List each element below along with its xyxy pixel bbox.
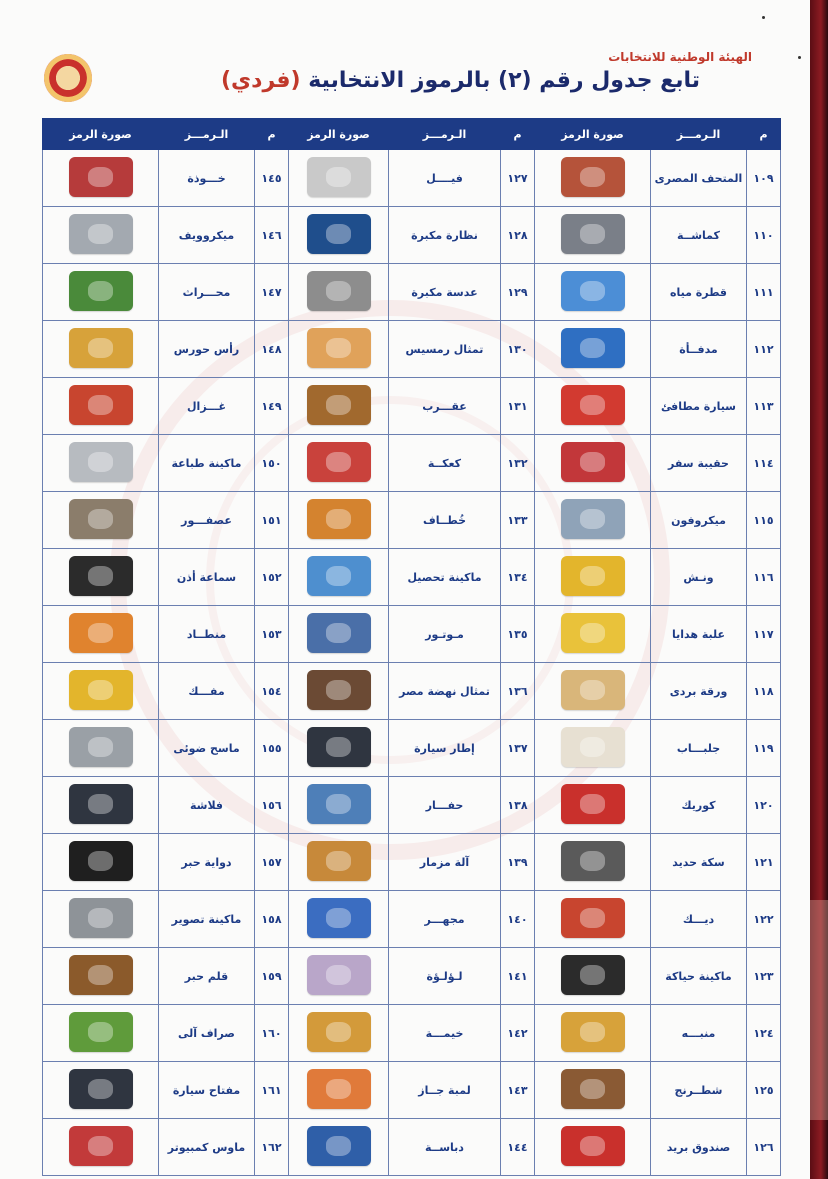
symbol-number: ١٦١ <box>255 1062 289 1119</box>
symbol-name: مدفــأة <box>651 321 747 378</box>
symbol-image-cell <box>535 606 651 663</box>
symbol-image-cell <box>535 891 651 948</box>
symbol-number: ١٦٠ <box>255 1005 289 1062</box>
symbol-name: كعكــة <box>389 435 501 492</box>
symbol-image-cell <box>535 1005 651 1062</box>
symbol-number: ١٤٦ <box>255 207 289 264</box>
symbols-table <box>42 118 781 1176</box>
deer-icon <box>69 385 133 425</box>
crane-truck-icon <box>561 556 625 596</box>
symbol-number: ١١٠ <box>747 207 781 264</box>
symbol-image-cell <box>43 606 159 663</box>
symbol-number: ١١٣ <box>747 378 781 435</box>
symbol-image-cell <box>43 948 159 1005</box>
symbol-image-cell <box>289 378 389 435</box>
table-row <box>43 549 781 606</box>
symbol-image-cell <box>43 720 159 777</box>
col-header-num: م <box>501 119 535 150</box>
symbol-name: جلبـــاب <box>651 720 747 777</box>
symbol-number: ١٤٤ <box>501 1119 535 1176</box>
symbol-number: ١٥٥ <box>255 720 289 777</box>
symbol-image-cell <box>43 264 159 321</box>
symbol-name: قطرة مياه <box>651 264 747 321</box>
symbol-name: ديـــك <box>651 891 747 948</box>
symbol-name: حقيبة سفر <box>651 435 747 492</box>
symbol-image-cell <box>43 834 159 891</box>
symbol-image-cell <box>535 1119 651 1176</box>
symbol-name: سيارة مطافئ <box>651 378 747 435</box>
table-row <box>43 663 781 720</box>
symbol-image-cell <box>43 1062 159 1119</box>
motor-icon <box>307 613 371 653</box>
symbol-number: ١٤٠ <box>501 891 535 948</box>
table-row <box>43 378 781 435</box>
symbol-image-cell <box>43 1119 159 1176</box>
table-row <box>43 948 781 1005</box>
symbol-image-cell <box>289 777 389 834</box>
symbol-number: ١٥٦ <box>255 777 289 834</box>
table-row <box>43 606 781 663</box>
symbol-number: ١٥٩ <box>255 948 289 1005</box>
hot-air-balloon-icon <box>69 613 133 653</box>
symbol-name: عدسة مكبرة <box>389 264 501 321</box>
symbol-image-cell <box>43 207 159 264</box>
symbol-number: ١٥١ <box>255 492 289 549</box>
title-text: تابع جدول رقم (٢) بالرموز الانتخابية <box>300 68 700 93</box>
symbol-name: المتحف المصرى <box>651 150 747 207</box>
horus-head-icon <box>69 328 133 368</box>
symbol-image-cell <box>535 720 651 777</box>
symbol-name: خـــوذة <box>159 150 255 207</box>
symbol-image-cell <box>289 663 389 720</box>
symbol-image-cell <box>535 1062 651 1119</box>
symbol-name: تمثال نهضة مصر <box>389 663 501 720</box>
symbol-name: آلة مزمار <box>389 834 501 891</box>
symbol-image-cell <box>289 435 389 492</box>
water-drop-icon <box>561 271 625 311</box>
scorpion-icon <box>307 385 371 425</box>
symbol-image-cell <box>43 150 159 207</box>
symbol-name: ميكروويف <box>159 207 255 264</box>
symbol-image-cell <box>535 378 651 435</box>
symbol-image-cell <box>289 948 389 1005</box>
symbol-number: ١٥٤ <box>255 663 289 720</box>
symbol-name: مفـــك <box>159 663 255 720</box>
pliers-icon <box>561 214 625 254</box>
symbol-name: ماوس كمبيوتر <box>159 1119 255 1176</box>
symbol-image-cell <box>43 492 159 549</box>
symbol-image-cell <box>289 1062 389 1119</box>
symbol-name: محـــراث <box>159 264 255 321</box>
symbol-image-cell <box>535 207 651 264</box>
symbol-number: ١٣٤ <box>501 549 535 606</box>
symbol-number: ١٥٧ <box>255 834 289 891</box>
screwdriver-icon <box>69 670 133 710</box>
table-row <box>43 150 781 207</box>
hook-icon <box>307 499 371 539</box>
symbol-name: قلم حبر <box>159 948 255 1005</box>
atm-icon <box>69 1012 133 1052</box>
microscope-icon <box>307 898 371 938</box>
symbol-image-cell <box>535 663 651 720</box>
gift-box-icon <box>561 613 625 653</box>
symbol-number: ١١٤ <box>747 435 781 492</box>
elephant-icon <box>307 157 371 197</box>
symbol-image-cell <box>535 834 651 891</box>
symbol-number: ١٤٥ <box>255 150 289 207</box>
symbol-name: دواية حبر <box>159 834 255 891</box>
pearl-shell-icon <box>307 955 371 995</box>
table-row <box>43 492 781 549</box>
col-header-num: م <box>255 119 289 150</box>
railway-icon <box>561 841 625 881</box>
table-body <box>43 150 781 1176</box>
symbol-number: ١٤٧ <box>255 264 289 321</box>
symbol-name: مجهـــر <box>389 891 501 948</box>
side-border-stripe <box>810 900 828 1120</box>
symbol-name: شطــرنج <box>651 1062 747 1119</box>
symbol-name: خُطــاف <box>389 492 501 549</box>
symbol-number: ١١٦ <box>747 549 781 606</box>
symbol-name: لمبة جــاز <box>389 1062 501 1119</box>
symbol-number: ١٣٣ <box>501 492 535 549</box>
tire-icon <box>307 727 371 767</box>
car-jack-icon <box>561 784 625 824</box>
flute-icon <box>307 841 371 881</box>
heater-icon <box>561 328 625 368</box>
symbol-name: ورقة بردى <box>651 663 747 720</box>
symbol-number: ١٣١ <box>501 378 535 435</box>
title-highlight: (فردي) <box>220 68 301 93</box>
symbol-name: غـــزال <box>159 378 255 435</box>
cake-icon <box>307 442 371 482</box>
sewing-machine-icon <box>561 955 625 995</box>
election-authority-logo <box>44 54 92 102</box>
symbol-image-cell <box>289 1005 389 1062</box>
car-key-icon <box>69 1069 133 1109</box>
symbol-number: ١٣٠ <box>501 321 535 378</box>
symbol-number: ١٦٢ <box>255 1119 289 1176</box>
alarm-clock-icon <box>561 1012 625 1052</box>
symbol-number: ١٣٥ <box>501 606 535 663</box>
statue-icon <box>307 670 371 710</box>
table-row <box>43 264 781 321</box>
col-header-name: الـرمـــز <box>389 119 501 150</box>
symbol-number: ١٢٤ <box>747 1005 781 1062</box>
symbol-image-cell <box>289 150 389 207</box>
symbol-name: تمثال رمسيس <box>389 321 501 378</box>
symbol-image-cell <box>43 378 159 435</box>
symbol-number: ١٤٨ <box>255 321 289 378</box>
symbol-image-cell <box>289 834 389 891</box>
col-header-num: م <box>747 119 781 150</box>
organization-name: الهيئة الوطنية للانتخابات <box>608 50 752 64</box>
symbol-name: نظارة مكبرة <box>389 207 501 264</box>
symbol-image-cell <box>289 606 389 663</box>
microwave-icon <box>69 214 133 254</box>
symbol-name: منطــاد <box>159 606 255 663</box>
col-header-image: صورة الرمز <box>43 119 159 150</box>
symbol-number: ١١٥ <box>747 492 781 549</box>
table-row <box>43 720 781 777</box>
symbol-number: ١٣٨ <box>501 777 535 834</box>
symbol-name: عقـــرب <box>389 378 501 435</box>
symbol-name: فلاشة <box>159 777 255 834</box>
table-row <box>43 321 781 378</box>
symbol-name: فيــــل <box>389 150 501 207</box>
oil-lamp-icon <box>307 1069 371 1109</box>
page-title <box>221 68 700 93</box>
symbol-name: لـؤلـؤة <box>389 948 501 1005</box>
symbol-image-cell <box>289 891 389 948</box>
symbol-name: سماعة أذن <box>159 549 255 606</box>
megaphone-icon <box>561 499 625 539</box>
symbol-name: ماكينة تحصيل <box>389 549 501 606</box>
headphones-icon <box>69 556 133 596</box>
symbol-name: سكة حديد <box>651 834 747 891</box>
col-header-name: الـرمـــز <box>651 119 747 150</box>
symbol-name: ونـش <box>651 549 747 606</box>
stapler-icon <box>307 1126 371 1166</box>
symbol-number: ١١٢ <box>747 321 781 378</box>
scan-speck <box>798 56 801 59</box>
symbol-name: علبة هدايا <box>651 606 747 663</box>
symbol-name: مفتاح سيارة <box>159 1062 255 1119</box>
egyptian-museum-icon <box>561 157 625 197</box>
page-header <box>0 40 810 115</box>
bird-icon <box>69 499 133 539</box>
symbol-number: ١٥٢ <box>255 549 289 606</box>
symbol-number: ١٢٠ <box>747 777 781 834</box>
symbol-image-cell <box>535 435 651 492</box>
table-header-row <box>43 119 781 150</box>
symbol-name: ماسح ضوئى <box>159 720 255 777</box>
symbol-name: صراف آلى <box>159 1005 255 1062</box>
symbol-number: ١٠٩ <box>747 150 781 207</box>
computer-mouse-icon <box>69 1126 133 1166</box>
tent-icon <box>307 1012 371 1052</box>
fountain-pen-icon <box>69 955 133 995</box>
symbol-number: ١٣٦ <box>501 663 535 720</box>
symbol-number: ١٥٠ <box>255 435 289 492</box>
symbol-image-cell <box>289 321 389 378</box>
plow-icon <box>69 271 133 311</box>
fire-truck-icon <box>561 385 625 425</box>
side-border-band <box>810 0 828 1179</box>
symbol-number: ١٢٩ <box>501 264 535 321</box>
symbol-number: ١٢٧ <box>501 150 535 207</box>
table-row <box>43 435 781 492</box>
symbol-number: ١٢٦ <box>747 1119 781 1176</box>
helmet-icon <box>69 157 133 197</box>
symbol-image-cell <box>43 777 159 834</box>
symbol-image-cell <box>535 492 651 549</box>
symbol-image-cell <box>535 948 651 1005</box>
symbol-image-cell <box>535 549 651 606</box>
col-header-image: صورة الرمز <box>289 119 389 150</box>
symbol-number: ١٣٧ <box>501 720 535 777</box>
symbol-number: ١٢٨ <box>501 207 535 264</box>
symbol-image-cell <box>43 549 159 606</box>
table-row <box>43 1062 781 1119</box>
table-row <box>43 1005 781 1062</box>
symbol-image-cell <box>535 321 651 378</box>
symbol-name: حفـــار <box>389 777 501 834</box>
col-header-image: صورة الرمز <box>535 119 651 150</box>
ink-pot-icon <box>69 841 133 881</box>
printer-icon <box>69 442 133 482</box>
binoculars-icon <box>307 214 371 254</box>
symbol-image-cell <box>43 891 159 948</box>
symbol-name: ماكينة حياكة <box>651 948 747 1005</box>
symbol-number: ١٤٣ <box>501 1062 535 1119</box>
symbol-name: كماشــة <box>651 207 747 264</box>
symbol-image-cell <box>43 321 159 378</box>
symbol-name: مـوتـور <box>389 606 501 663</box>
table-row <box>43 891 781 948</box>
symbol-name: ميكروفون <box>651 492 747 549</box>
symbol-number: ١١١ <box>747 264 781 321</box>
symbol-number: ١٣٢ <box>501 435 535 492</box>
symbol-number: ١١٩ <box>747 720 781 777</box>
symbol-name: ماكينة تصوير <box>159 891 255 948</box>
galabeya-icon <box>561 727 625 767</box>
scan-speck <box>762 16 765 19</box>
symbol-number: ١٤٩ <box>255 378 289 435</box>
symbol-name: كوريك <box>651 777 747 834</box>
symbol-number: ١٢٥ <box>747 1062 781 1119</box>
symbol-number: ١٥٣ <box>255 606 289 663</box>
usb-flash-icon <box>69 784 133 824</box>
symbol-name: منبـــه <box>651 1005 747 1062</box>
symbol-name: رأس حورس <box>159 321 255 378</box>
table-row <box>43 207 781 264</box>
scanner-icon <box>69 727 133 767</box>
symbol-name: دباســة <box>389 1119 501 1176</box>
table-row <box>43 1119 781 1176</box>
symbol-number: ١٢٣ <box>747 948 781 1005</box>
symbol-image-cell <box>43 1005 159 1062</box>
symbol-number: ١٣٩ <box>501 834 535 891</box>
symbol-number: ١١٧ <box>747 606 781 663</box>
excavator-icon <box>307 784 371 824</box>
symbol-number: ١٢١ <box>747 834 781 891</box>
symbol-name: ماكينة طباعة <box>159 435 255 492</box>
table-row <box>43 777 781 834</box>
rooster-icon <box>561 898 625 938</box>
symbol-image-cell <box>289 264 389 321</box>
table-row <box>43 834 781 891</box>
symbol-image-cell <box>43 663 159 720</box>
magnifier-icon <box>307 271 371 311</box>
symbol-number: ١٢٢ <box>747 891 781 948</box>
symbol-number: ١٥٨ <box>255 891 289 948</box>
symbol-image-cell <box>43 435 159 492</box>
ramses-statue-icon <box>307 328 371 368</box>
symbol-name: إطار سيارة <box>389 720 501 777</box>
symbol-name: خيمـــة <box>389 1005 501 1062</box>
symbol-number: ١٤٢ <box>501 1005 535 1062</box>
symbol-number: ١٤١ <box>501 948 535 1005</box>
symbol-image-cell <box>535 150 651 207</box>
symbol-image-cell <box>289 720 389 777</box>
photocopier-icon <box>69 898 133 938</box>
cash-register-icon <box>307 556 371 596</box>
mailbox-icon <box>561 1126 625 1166</box>
papyrus-icon <box>561 670 625 710</box>
symbol-image-cell <box>535 777 651 834</box>
chessboard-icon <box>561 1069 625 1109</box>
symbol-image-cell <box>289 549 389 606</box>
symbol-image-cell <box>289 1119 389 1176</box>
symbol-image-cell <box>289 207 389 264</box>
symbol-image-cell <box>535 264 651 321</box>
symbol-image-cell <box>289 492 389 549</box>
suitcase-icon <box>561 442 625 482</box>
symbol-name: عصفـــور <box>159 492 255 549</box>
symbol-number: ١١٨ <box>747 663 781 720</box>
col-header-name: الـرمـــز <box>159 119 255 150</box>
symbol-name: صندوق بريد <box>651 1119 747 1176</box>
